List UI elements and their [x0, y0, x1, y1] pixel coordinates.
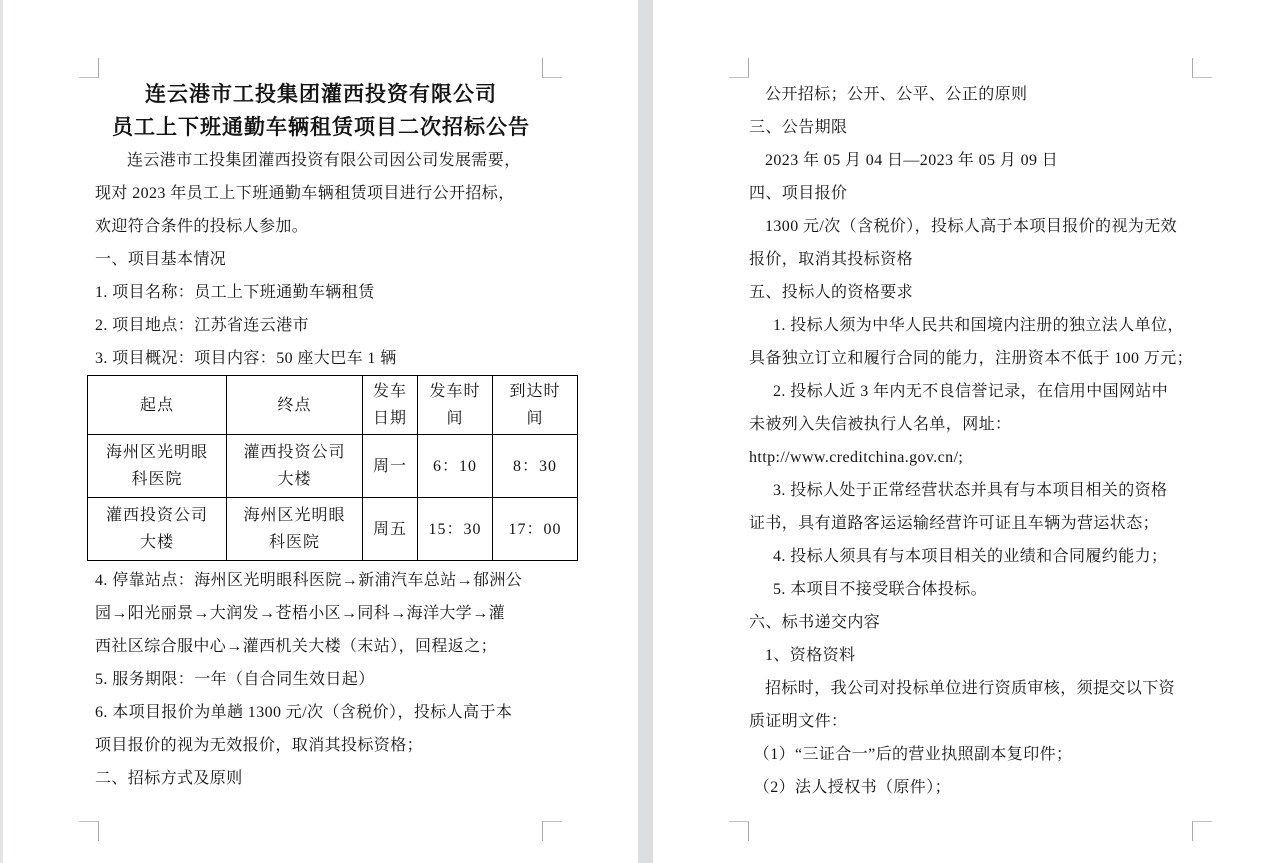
bus-schedule-table: [87, 375, 578, 561]
margin-crop-mark-bottom-right: [1192, 821, 1212, 841]
table-header-cell: 终点: [227, 376, 363, 435]
text-line: 四、项目报价: [749, 185, 848, 202]
table-cell: 灌西投资公司大楼: [227, 435, 363, 498]
text-line: http://www.creditchina.gov.cn/;: [749, 449, 964, 466]
text-line: 未被列入失信被执行人名单，网址：: [749, 416, 1012, 433]
table-cell: 17：00: [493, 498, 578, 561]
text-line: 招标时，我公司对投标单位进行资质审核，须提交以下资: [765, 680, 1176, 697]
margin-crop-mark-bottom-left: [729, 821, 749, 841]
table-cell: 15：30: [418, 498, 493, 561]
document-title-line-1: 连云港市工投集团灌西投资有限公司: [145, 82, 497, 106]
margin-crop-mark-top-right: [1192, 58, 1212, 78]
text-line: 1. 项目名称：员工上下班通勤车辆租赁: [95, 284, 375, 301]
page-2: [653, 0, 1288, 863]
document-title-line-2: 员工上下班通勤车辆租赁项目二次招标公告: [112, 115, 530, 139]
text-line: 质证明文件：: [749, 713, 848, 730]
text-line: 3. 投标人处于正常经营状态并具有与本项目相关的资格: [773, 482, 1168, 499]
text-line: 五、投标人的资格要求: [749, 284, 914, 301]
margin-crop-mark-bottom-right: [542, 821, 562, 841]
text-line: 5. 本项目不接受联合体投标。: [773, 581, 988, 598]
table-cell: 8：30: [493, 435, 578, 498]
text-line: 连云港市工投集团灌西投资有限公司因公司发展需要，: [127, 152, 521, 169]
page-1-body-post-table: [95, 564, 547, 795]
text-line: 6. 本项目报价为单趟 1300 元/次（含税价），投标人高于本: [95, 704, 513, 721]
table-cell: 海州区光明眼科医院: [227, 498, 363, 561]
text-line: 具备独立订立和履行合同的能力，注册资本不低于 100 万元；: [749, 350, 1194, 367]
text-line: 二、招标方式及原则: [95, 770, 243, 787]
table-header-cell: 发车日期: [363, 376, 418, 435]
text-line: 项目报价的视为无效报价，取消其投标资格；: [95, 737, 424, 754]
table-header-cell: 发车时间: [418, 376, 493, 435]
text-line: 证书，具有道路客运运输经营许可证且车辆为营运状态；: [749, 515, 1160, 532]
text-line: 2. 投标人近 3 年内无不良信誉记录，在信用中国网站中: [773, 383, 1169, 400]
text-line: 公开招标；公开、公平、公正的原则: [765, 86, 1028, 103]
page-1-body-pre-table: [95, 144, 547, 375]
text-line: 三、公告期限: [749, 119, 848, 136]
text-line: 1300 元/次（含税价），投标人高于本项目报价的视为无效: [765, 218, 1178, 235]
text-line: 4. 停靠站点：海州区光明眼科医院→新浦汽车总站→郁洲公: [95, 572, 523, 589]
margin-crop-mark-top-left: [79, 58, 99, 78]
margin-crop-mark-top-right: [542, 58, 562, 78]
text-line: 1、资格资料: [765, 647, 856, 664]
page-1: [3, 0, 638, 863]
text-line: 4. 投标人须具有与本项目相关的业绩和合同履约能力；: [773, 548, 1168, 565]
text-line: （1）“三证合一”后的营业执照副本复印件；: [753, 746, 1073, 763]
table-cell: 灌西投资公司大楼: [88, 498, 227, 561]
text-line: 2023 年 05 月 04 日—2023 年 05 月 09 日: [765, 152, 1059, 169]
text-line: 西社区综合服中心→灌西机关大楼（末站），回程返之；: [95, 638, 498, 655]
table-cell: 周一: [363, 435, 418, 498]
bus-schedule-table-head: [88, 376, 578, 435]
text-line: 一、项目基本情况: [95, 251, 227, 268]
text-line: 2. 项目地点：江苏省连云港市: [95, 317, 310, 334]
text-line: 报价，取消其投标资格: [749, 251, 914, 268]
table-row: [88, 435, 578, 498]
text-line: 3. 项目概况：项目内容：50 座大巴车 1 辆: [95, 350, 397, 367]
text-line: 六、标书递交内容: [749, 614, 881, 631]
table-cell: 海州区光明眼科医院: [88, 435, 227, 498]
text-line: 园→阳光丽景→大润发→苍梧小区→同科→海洋大学→灌: [95, 605, 506, 622]
page-gap: [638, 0, 653, 863]
table-cell: 周五: [363, 498, 418, 561]
table-header-cell: 起点: [88, 376, 227, 435]
margin-crop-mark-top-left: [729, 58, 749, 78]
text-line: 现对 2023 年员工上下班通勤车辆租赁项目进行公开招标，: [95, 185, 515, 202]
margin-crop-mark-bottom-left: [79, 821, 99, 841]
bus-schedule-table-body: [88, 435, 578, 561]
table-cell: 6：10: [418, 435, 493, 498]
table-header-row: [88, 376, 578, 435]
page-2-content: [749, 78, 1195, 804]
text-line: 1. 投标人须为中华人民共和国境内注册的独立法人单位，: [773, 317, 1184, 334]
text-line: （2）法人授权书（原件）；: [753, 779, 951, 796]
page-1-content: [95, 78, 562, 795]
table-header-cell: 到达时间: [493, 376, 578, 435]
text-line: 欢迎符合条件的投标人参加。: [95, 218, 309, 235]
table-row: [88, 498, 578, 561]
text-line: 5. 服务期限：一年（自合同生效日起）: [95, 671, 375, 688]
